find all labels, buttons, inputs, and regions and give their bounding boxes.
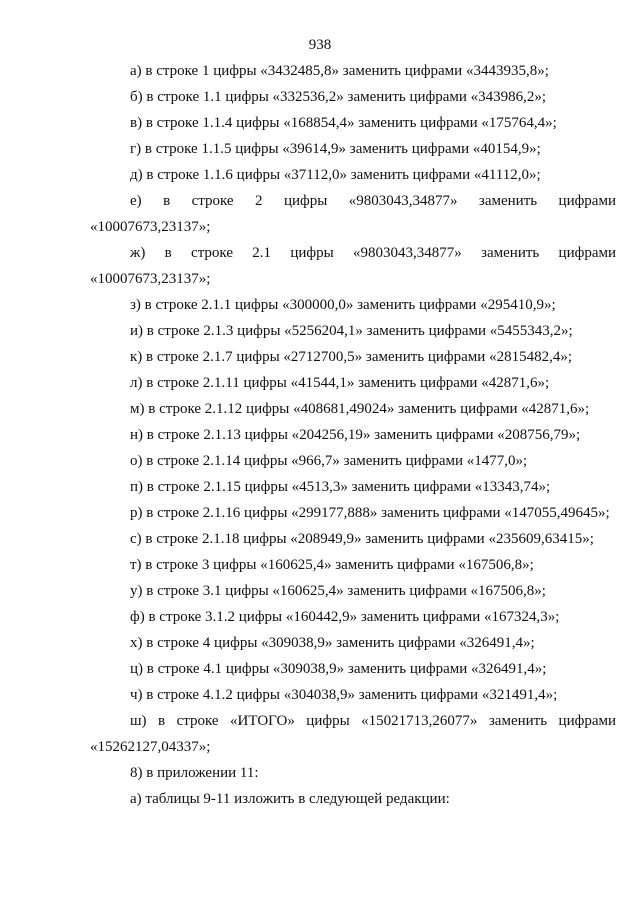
document-body: [90, 58, 616, 812]
list-item: ч) в строке 4.1.2 цифры «304038,9» заменить цифрами «321491,4»;: [130, 687, 558, 703]
list-item: к) в строке 2.1.7 цифры «2712700,5» заменить цифрами «2815482,4»;: [130, 349, 572, 365]
list-item: д) в строке 1.1.6 цифры «37112,0» заменить цифрами «41112,0»;: [130, 167, 541, 183]
list-item: и) в строке 2.1.3 цифры «5256204,1» заменить цифрами «5455343,2»;: [130, 323, 573, 339]
list-item: ш) в строке «ИТОГО» цифры «15021713,26077» заменить цифрами «15262127,04337»;: [90, 713, 616, 755]
list-item: о) в строке 2.1.14 цифры «966,7» заменить цифрами «1477,0»;: [130, 453, 528, 469]
list-item: т) в строке 3 цифры «160625,4» заменить цифрами «167506,8»;: [130, 557, 534, 573]
list-item: ж) в строке 2.1 цифры «9803043,34877» заменить цифрами «10007673,23137»;: [90, 245, 616, 287]
list-item: н) в строке 2.1.13 цифры «204256,19» заменить цифрами «208756,79»;: [130, 427, 581, 443]
list-item: л) в строке 2.1.11 цифры «41544,1» заменить цифрами «42871,6»;: [130, 375, 550, 391]
list-item: х) в строке 4 цифры «309038,9» заменить цифрами «326491,4»;: [130, 635, 535, 651]
list-item: ц) в строке 4.1 цифры «309038,9» заменить цифрами «326491,4»;: [130, 661, 547, 677]
list-item: г) в строке 1.1.5 цифры «39614,9» заменить цифрами «40154,9»;: [130, 141, 541, 157]
list-item: с) в строке 2.1.18 цифры «208949,9» заменить цифрами «235609,63415»;: [130, 531, 594, 547]
list-item: а) таблицы 9-11 изложить в следующей редакции:: [130, 791, 450, 807]
page-number: 938: [308, 37, 332, 53]
list-item: з) в строке 2.1.1 цифры «300000,0» заменить цифрами «295410,9»;: [130, 297, 556, 313]
list-item: у) в строке 3.1 цифры «160625,4» заменить цифрами «167506,8»;: [130, 583, 546, 599]
list-item: ф) в строке 3.1.2 цифры «160442,9» заменить цифрами «167324,3»;: [130, 609, 560, 625]
list-item: а) в строке 1 цифры «3432485,8» заменить цифрами «3443935,8»;: [130, 63, 549, 79]
list-item: б) в строке 1.1 цифры «332536,2» заменить цифрами «343986,2»;: [130, 89, 547, 105]
list-item: 8) в приложении 11:: [130, 765, 259, 781]
list-item: в) в строке 1.1.4 цифры «168854,4» заменить цифрами «175764,4»;: [130, 115, 557, 131]
list-item: р) в строке 2.1.16 цифры «299177,888» заменить цифрами «147055,49645»;: [130, 505, 610, 521]
list-item: п) в строке 2.1.15 цифры «4513,3» заменить цифрами «13343,74»;: [130, 479, 551, 495]
list-item: м) в строке 2.1.12 цифры «408681,49024» заменить цифрами «42871,6»;: [130, 401, 590, 417]
list-item: е) в строке 2 цифры «9803043,34877» заменить цифрами «10007673,23137»;: [90, 193, 616, 235]
